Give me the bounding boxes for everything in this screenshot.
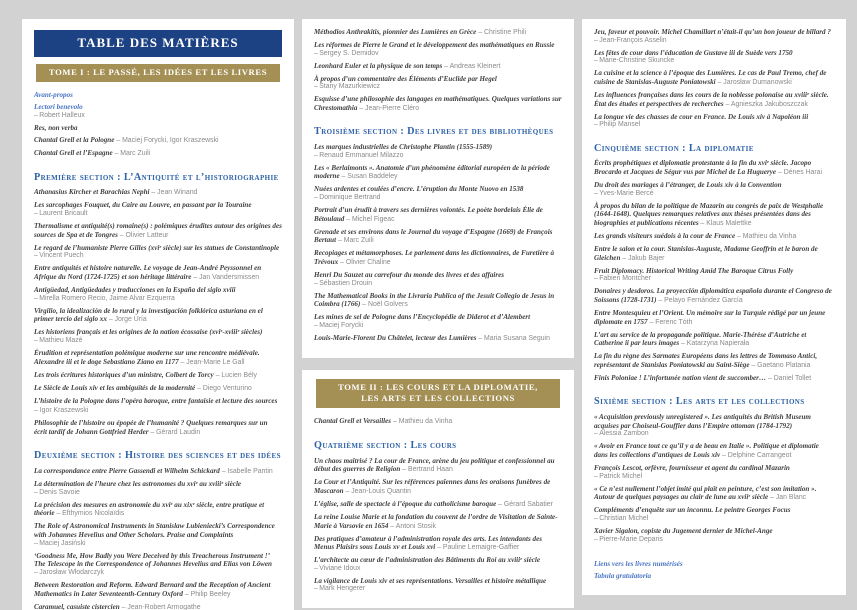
- entry-title: La correspondance entre Pierre Gassendi et Wilhelm Schickard: [34, 466, 220, 475]
- entry-title: L’église, salle de spectacle à l’époque du catholicisme baroque: [314, 499, 497, 508]
- toc-entry: [314, 334, 562, 343]
- toc-entry: [34, 603, 282, 610]
- entry-author: – Jean-Louis Quantin: [343, 487, 411, 495]
- spacer: [594, 548, 834, 560]
- main-title-banner: [34, 30, 282, 57]
- entry-author: – Igor Kraszewski: [34, 407, 89, 415]
- entry-title: Finis Poloniae ! L’infortunée nation vient de succomber…: [594, 373, 767, 382]
- toc-link-entry[interactable]: [34, 91, 282, 100]
- entry-author: – Marie-Christine Skuncke: [594, 57, 675, 65]
- entry-title: Grenade et ses environs dans le Journal du voyage d’Espagne (1669) de François Bertaut: [314, 227, 553, 245]
- toc-entry: [34, 397, 282, 416]
- entry-title: Érudition et représentation polémique moderne sur une rencontre médiévale. Alexandre iii et le doge Sebastiano Ziano en 1177: [34, 349, 260, 366]
- entry-title: Fruit Diplomacy. Historical Writing Amid The Baroque Citrus Folly: [594, 266, 794, 275]
- entry-author: – Christian Michel: [594, 515, 649, 523]
- entry-author: – Lucien Bély: [213, 371, 257, 379]
- entry-author: – Ferenc Tóth: [647, 318, 693, 326]
- entry-title: Henri Du Sauzet au carrefour du monde des livres et des affaires: [314, 271, 505, 280]
- entry-title: Compléments d’enquête sur un inconnu. Le peintre Georges Focus: [594, 506, 791, 515]
- entry-title: Les marques industrielles de Christophe Plantin (1555-1589): [314, 143, 493, 152]
- entry-title: Les mines de sel de Pologne dans l’Encyclopédie de Diderot et d’Alembert: [314, 313, 531, 322]
- entry-author: – Dénes Harai: [776, 169, 823, 177]
- toc-entry: [594, 506, 834, 523]
- toc-entry: [314, 535, 562, 553]
- entry-title: Xavier Sigalon, copiste du Jugement dernier de Michel-Ange: [594, 527, 773, 536]
- entry-author: – Jarosław Dumanowski: [715, 78, 792, 86]
- entry-title[interactable]: Tabula gratulatoria: [594, 571, 652, 580]
- entry-author: – Jean Winand: [149, 189, 198, 197]
- toc-link-entry[interactable]: [34, 103, 282, 120]
- entry-title: Les historiens français et les origines de la nation écossaise (xviᵉ-xviiiᵉ siècles): [34, 328, 263, 337]
- toc-entry: [34, 328, 282, 345]
- toc-entry: [34, 552, 282, 578]
- entry-author: – Agnieszka Jakuboszczak: [723, 100, 808, 108]
- entry-title: Nuées ardentes et coulées d’encre. L’éruption du Monte Nuovo en 1538: [314, 185, 524, 194]
- toc-link-entry[interactable]: [594, 572, 834, 581]
- toc-entry: [594, 287, 834, 305]
- column-1: [22, 19, 294, 610]
- toc-entry: [34, 286, 282, 303]
- toc-entry: [34, 136, 282, 145]
- column-2: [302, 19, 574, 608]
- entry-author: – Robert Halleux: [34, 112, 85, 120]
- entry-title: Virgilio, la idealización de lo rural y la investigación folklórica asturiana en el primer tercio del siglo xx: [34, 306, 263, 324]
- entry-author: – Daniel Tollet: [766, 374, 812, 382]
- entry-author: – Pauline Lemaigre-Gaffier: [435, 544, 520, 552]
- toc-entry: [314, 143, 562, 160]
- entry-author: – Mark Hengerer: [314, 585, 366, 593]
- toc-entry: [314, 577, 562, 594]
- toc-entry: [34, 264, 282, 282]
- banner-line: LES ARTS ET LES COLLECTIONS: [361, 393, 515, 404]
- entry-title: La vigilance de Louis xiv et ses représentations. Versailles et histoire métallique: [314, 576, 547, 585]
- entry-author: – Renaud Emmanuel Milazzo: [314, 151, 404, 159]
- toc-entry: [34, 522, 282, 548]
- entry-title: « Avoir en France tout ce qu’il y a de beau en Italie ». Politique et diplomatie dans les collections d’antiques de Louis xiv: [594, 442, 819, 460]
- tome-banner: [316, 379, 560, 408]
- entry-author: – Michel Figeac: [344, 215, 395, 223]
- entry-author: – Isabelle Pantin: [219, 467, 273, 475]
- entry-author: – Gaetano Platania: [749, 361, 811, 369]
- entry-title: Louis-Marie-Florent Du Châtelet, lecteur des Lumières: [314, 334, 477, 343]
- entry-title: Méthodios Anthrakitis, pionnier des Lumières en Grèce: [314, 28, 477, 36]
- toc-entry: [34, 188, 282, 197]
- toc-entry: [314, 228, 562, 246]
- section-heading: Troisième section : Des livres et des bibliothèques: [314, 126, 554, 138]
- toc-entry: [594, 309, 834, 327]
- entry-title: Les sarcophages Fouquet, du Caire au Louvre, en passant par la Touraine: [34, 201, 252, 210]
- toc-entry: [34, 244, 282, 261]
- entry-author: – Marc Zuili: [112, 150, 151, 158]
- toc-entry: [594, 442, 834, 460]
- entry-author: – Yves-Marie Bercé: [594, 189, 654, 197]
- entry-author: – Maciej Forycki, Igor Kraszewski: [114, 137, 219, 145]
- toc-entry: [594, 485, 834, 503]
- section-heading: Cinquième section : La diplomatie: [594, 142, 754, 154]
- entry-author: – Susan Baddeley: [339, 173, 398, 181]
- toc-entry: [34, 480, 282, 497]
- entry-title: Jeu, faveur et pouvoir. Michel Chamillart n’était-il qu’un bon joueur de billard ?: [594, 28, 831, 36]
- toc-entry: [314, 513, 562, 531]
- toc-entry: [314, 478, 562, 496]
- entry-title: La Cour et l’Antiquité. Sur les références païennes dans les oraisons funèbres de Mascaron: [314, 478, 551, 495]
- entry-author: – Jean-Pierre Cléro: [357, 104, 420, 112]
- entry-title: Entre le salon et la cour. Stanislas-Auguste, Madame Geoffrin et le baron de Gleichen: [594, 245, 818, 262]
- entry-author: – Laurent Bricault: [34, 210, 88, 218]
- entry-author: – Stany Mazurkiewicz: [314, 83, 381, 91]
- entry-author: – Olivier Chaline: [338, 259, 391, 267]
- entry-author: – Olivier Latteur: [117, 231, 169, 239]
- entry-title: Les influences françaises dans les cours de la noblesse polonaise au xviiiᵉ siècle. État des études et perspectives de recherches: [594, 90, 829, 108]
- entry-author: – Alessia Zambon: [594, 430, 649, 438]
- toc-entry: [34, 201, 282, 218]
- entry-author: – Gérard Sabatier: [496, 500, 553, 508]
- entry-title: Leonhard Euler et la physique de son temps: [314, 61, 443, 70]
- entry-title: À propos du bilan de la politique de Mazarin au congrès de paix de Westphalie (1644-1648). Quelques remarques relatives aux thèses présentées dans des biographies et publications récentes: [594, 201, 824, 227]
- entry-author: – Delphine Carrangeot: [720, 452, 792, 460]
- entry-title: The Role of Astronomical Instruments in Stanislaw Lubieniecki’s Correspondence with Johannes Hevelius and Other Scholars. Praise and Complaints: [34, 522, 275, 539]
- toc-entry: [594, 245, 834, 263]
- section-heading: Sixième section : Les arts et les collections: [594, 396, 805, 408]
- entry-author: – Sergey S. Demidov: [314, 49, 379, 57]
- entry-author: – Pelayo Fernández García: [656, 296, 743, 304]
- entry-title: François Lescot, orfèvre, fournisseur et agent du cardinal Mazarin: [594, 464, 790, 473]
- panel: [302, 370, 574, 608]
- entry-title: L’art au service de la propagande politique. Marie-Thérèse d’Autriche et Catherine ii par leurs images: [594, 330, 807, 348]
- toc-entry: [594, 267, 834, 284]
- toc-entry: [594, 49, 834, 66]
- toc-entry: [314, 271, 562, 288]
- toc-entry: [594, 464, 834, 481]
- entry-author: – Viviane Idoux: [314, 564, 361, 572]
- toc-entry: [314, 206, 562, 224]
- entry-title: La longue vie des chasses de cour en France. De Louis xiv à Napoléon iii: [594, 112, 809, 121]
- toc-entry: [34, 371, 282, 380]
- entry-title: Les grands visiteurs suédois à la cour de France: [594, 232, 736, 241]
- entry-author: – Efthymios Nicolaïdis: [54, 510, 125, 518]
- section-heading: Première section : L’Antiquité et l’historiographie: [34, 171, 279, 183]
- toc-entry: [314, 62, 562, 71]
- toc-entry: [314, 164, 562, 182]
- entry-author: – Patrick Michel: [594, 472, 643, 480]
- entry-title: L’histoire de la Pologne dans l’opéra baroque, entre fantaisie et lecture des sources: [34, 396, 278, 405]
- entry-title: Entre antiquités et histoire naturelle. Le voyage de Jean-André Peyssonnel en Afrique du Nord (1724-1725) et son héritage littéraire: [34, 264, 262, 282]
- entry-author: – Mathieu da Vinha: [735, 233, 797, 241]
- entry-title: ‘Goodness Me, How Badly you Were Deceived by this Treacherous Instrument !’ The Telescope in the Correspondence of Johannes Hevelius and Elias von Löwen: [34, 551, 272, 569]
- toc-entry: [594, 331, 834, 349]
- entry-title: Between Restoration and Reform. Edward Bernard and the Reception of Ancient Mathematics in Later Seventeenth-Century Oxford: [34, 580, 271, 598]
- toc-entry: [314, 75, 562, 92]
- toc-entry: [314, 28, 562, 37]
- toc-entry: [34, 467, 282, 476]
- entry-title: Des pratiques d’amateur à l’administration royale des arts. Les intendants des Menus Plaisirs sous Louis xv et Louis xvi: [314, 534, 543, 552]
- entry-title: Les réformes de Pierre le Grand et le développement des mathématiques en Russie: [314, 41, 555, 50]
- entry-author: – Bertrand Haan: [400, 466, 453, 474]
- entry-title[interactable]: Liens vers les livres numérisés: [594, 559, 683, 568]
- toc-entry: [314, 41, 562, 58]
- entry-author: – Maria Susana Seguin: [476, 335, 550, 343]
- entry-title: Res, non verba: [34, 124, 78, 133]
- entry-title: Le regard de l’humaniste Pierre Gilles (xviᵉ siècle) sur les statues de Constantinople: [34, 243, 280, 252]
- entry-author: – Diego Venturino: [195, 384, 252, 392]
- entry-author: – Gérard Laudin: [148, 428, 201, 436]
- toc-entry: [594, 202, 834, 229]
- entry-title: Écrits prophétiques et diplomatie protestante à la fin du xviᵉ siècle. Jacopo Brocardo et Jacques de Ségur vus par Michel de La Huguerye: [594, 159, 812, 177]
- entry-title[interactable]: Avant-propos: [34, 91, 73, 100]
- entry-title[interactable]: Lectori benevolo: [34, 103, 83, 112]
- entry-title: Les fêtes de cour dans l’éducation de Gustave iii de Suède vers 1750: [594, 48, 793, 57]
- toc-entry: [34, 149, 282, 158]
- entry-title: La détermination de l’heure chez les astronomes du xviᵉ au xviiiᵉ siècle: [34, 479, 242, 488]
- entry-title: L’architecte au cœur de l’administration des Bâtiments du Roi au xviiiᵉ siècle: [314, 556, 541, 565]
- entry-title: La cuisine et la science à l’époque des Lumières. Le cas de Paul Tremo, chef de cuisine de Stanislas-Auguste Poniatowski: [594, 69, 827, 86]
- toc-entry: [594, 352, 834, 370]
- entry-title: Thermalisme et antiquité(s) romaine(s) : polémiques érudites autour des origines des sources de Spa et de Tongres: [34, 222, 282, 239]
- entry-author: – Jean-Robert Armogathe: [119, 603, 201, 610]
- toc-entry: [314, 95, 562, 113]
- entry-title: Athanasius Kircher et Barachias Nephi: [34, 188, 150, 197]
- entry-title: « Ce n’est nullement l’objet imité qui plaît en peinture, c’est son imitation ». Autour de quelques paysages au clair de lune au xviiᵉ siècle: [594, 484, 817, 502]
- entry-title: Antigüedad, Antigüedades y traducciones en la España del siglo xviii: [34, 286, 236, 295]
- banner-line: TOME I : LE PASSÉ, LES IDÉES ET LES LIVRES: [48, 67, 268, 77]
- entry-author: – Mirella Romero Recio, Jaime Alvar Ezquerra: [34, 294, 175, 302]
- entry-title: Un chaos maîtrisé ? La cour de France, arène du jeu politique et confessionnel au début des guerres de Religion: [314, 456, 555, 474]
- entry-title: La fin du règne des Sarmates Européens dans les lettres de Tommaso Antici, représentant de Stanislas Poniatowski au Saint-Siège: [594, 352, 818, 369]
- entry-author: – Philip Beeley: [182, 590, 231, 598]
- entry-title: « Acquisition previously unregistered ». Les antiquités du British Museum acquises par Choiseul-Gouffier dans l’Empire ottoman (1784-1792): [594, 413, 811, 430]
- entry-author: – Maciej Forycki: [314, 322, 364, 330]
- entry-author: – Andreas Kleinert: [442, 62, 501, 70]
- toc-entry: [594, 113, 834, 130]
- entry-author: – Jan Blanc: [768, 494, 807, 502]
- toc-entry: [34, 501, 282, 519]
- entry-author: – Sébastien Drouin: [314, 279, 373, 287]
- entry-title: The Mathematical Books in the Livraria Publica of the Jesuit Collegio de Jesus in Coimbra (1766): [314, 291, 555, 309]
- entry-title: Chantal Grell et Versailles: [314, 417, 392, 426]
- panel: [582, 19, 846, 595]
- entry-author: – Jean-Marie Le Gall: [178, 358, 245, 366]
- entry-author: – Antoni Stosik: [388, 522, 436, 530]
- entry-author: – Mathieu Mazé: [34, 337, 83, 345]
- entry-author: – Dominique Bertrand: [314, 194, 381, 202]
- entry-title: À propos d’un commentaire des Éléments d’Euclide par Hegel: [314, 74, 497, 83]
- entry-title: Esquisse d’une philosophie des langages en mathématiques. Quelques variations sur Chrestomathia: [314, 95, 562, 112]
- entry-title: Recopiages et métamorphoses. Le parlement dans les dictionnaires, de Furetière à Trévoux: [314, 249, 554, 267]
- toc-entry: [34, 384, 282, 393]
- toc-entry: [34, 222, 282, 240]
- entry-title: Entre Montesquieu et l’Orient. Un mémoire sur la Turquie rédigé par un jeune diplomate en 1757: [594, 309, 826, 326]
- section-heading: Quatrième section : Les cours: [314, 439, 457, 451]
- banner-line: TABLE DES MATIÈRES: [77, 35, 239, 50]
- entry-author: – Pierre-Marie Deparis: [594, 535, 663, 543]
- toc-entry: [34, 419, 282, 437]
- entry-title: Du droit des mariages à l’étranger, de Louis xiv à la Convention: [594, 181, 782, 190]
- toc-entry: [594, 69, 834, 87]
- entry-author: – Noël Golvers: [360, 301, 408, 309]
- toc-entry: [594, 159, 834, 177]
- toc-entry: [34, 349, 282, 367]
- toc-entry: [314, 185, 562, 202]
- entry-author: – Jorge Uría: [106, 316, 147, 324]
- toc-entry: [594, 374, 834, 383]
- tome-banner: [36, 64, 280, 82]
- entry-author: – Fabien Montcher: [594, 275, 651, 283]
- toc-entry: [594, 413, 834, 439]
- entry-author: – Marc Zuili: [336, 237, 374, 245]
- entry-title: Le Siècle de Louis xiv et les ambiguïtés de la modernité: [34, 383, 196, 392]
- entry-author: – Philip Mansel: [594, 121, 641, 129]
- entry-title: Philosophie de l’histoire ou épopée de l’humanité ? Quelques remarques sur un écrit tardif de Johann Gottfried Herder: [34, 419, 268, 436]
- entry-author: – Denis Savoie: [34, 488, 80, 496]
- toc-entry: [34, 581, 282, 599]
- toc-entry: [34, 124, 282, 133]
- toc-entry: [594, 181, 834, 198]
- toc-link-entry[interactable]: [594, 560, 834, 569]
- toc-entry: [314, 292, 562, 310]
- section-heading: Deuxième section : Histoire des sciences et des idées: [34, 450, 281, 462]
- entry-author: – Maciej Jasiński: [34, 539, 86, 547]
- toc-entry: [314, 457, 562, 475]
- panel: [302, 19, 574, 358]
- panel: [22, 19, 294, 610]
- entry-title: Les « Berlaimonts ». Anatomie d’un phénomène éditorial européen de la période moderne: [314, 163, 550, 181]
- entry-title: La précision des mesures en astronomie du xviᵉ au xixᵉ siècle, entre pratique et théorie: [34, 500, 265, 518]
- entry-author: – Christine Phili: [476, 29, 527, 36]
- entry-author: – Katarzyna Napierała: [679, 340, 750, 348]
- toc-entry: [594, 527, 834, 544]
- entry-title: Les trois écritures historiques d’un ministre, Colbert de Torcy: [34, 370, 214, 379]
- entry-title: Portrait d’un érudit à travers ses dernières volontés. Le poète bordelais Élie de Bétoulaud: [314, 206, 543, 223]
- entry-title: Chantal Grell et la Pologne: [34, 136, 115, 145]
- banner-line: TOME II : LES COURS ET LA DIPLOMATIE,: [338, 382, 538, 393]
- entry-author: – Klaus Malettke: [698, 220, 752, 227]
- toc-entry: [314, 500, 562, 509]
- toc-entry: [594, 91, 834, 109]
- entry-author: – Jakub Bajer: [620, 254, 665, 262]
- toc-entry: [314, 417, 562, 426]
- toc-entry: [314, 313, 562, 330]
- entry-author: – Jan Vandersmissen: [191, 274, 260, 282]
- toc-entry: [594, 232, 834, 241]
- entry-title: Chantal Grell et l’Espagne: [34, 149, 113, 158]
- entry-title: Donaires y desdoros. La proyección diplomática española durante el Congreso de Soissons (1728-1731): [594, 287, 832, 304]
- toc-entry: [314, 556, 562, 573]
- entry-title: La reine Louise Marie et la fondation du couvent de l’ordre de Visitation de Sainte-Marie à Varsovie en 1654: [314, 512, 558, 530]
- entry-title: Caramuel, casuiste cistercien: [34, 602, 120, 610]
- column-3: [582, 19, 846, 595]
- entry-author: – Jean-François Asselin: [594, 36, 667, 44]
- entry-author: – Vincent Puech: [34, 252, 84, 260]
- toc-entry: [34, 307, 282, 325]
- toc-entry: [314, 249, 562, 267]
- toc-entry: [594, 28, 834, 45]
- entry-author: – Mathieu da Vinha: [391, 418, 453, 426]
- entry-author: – Jarosław Włodarczyk: [34, 568, 104, 576]
